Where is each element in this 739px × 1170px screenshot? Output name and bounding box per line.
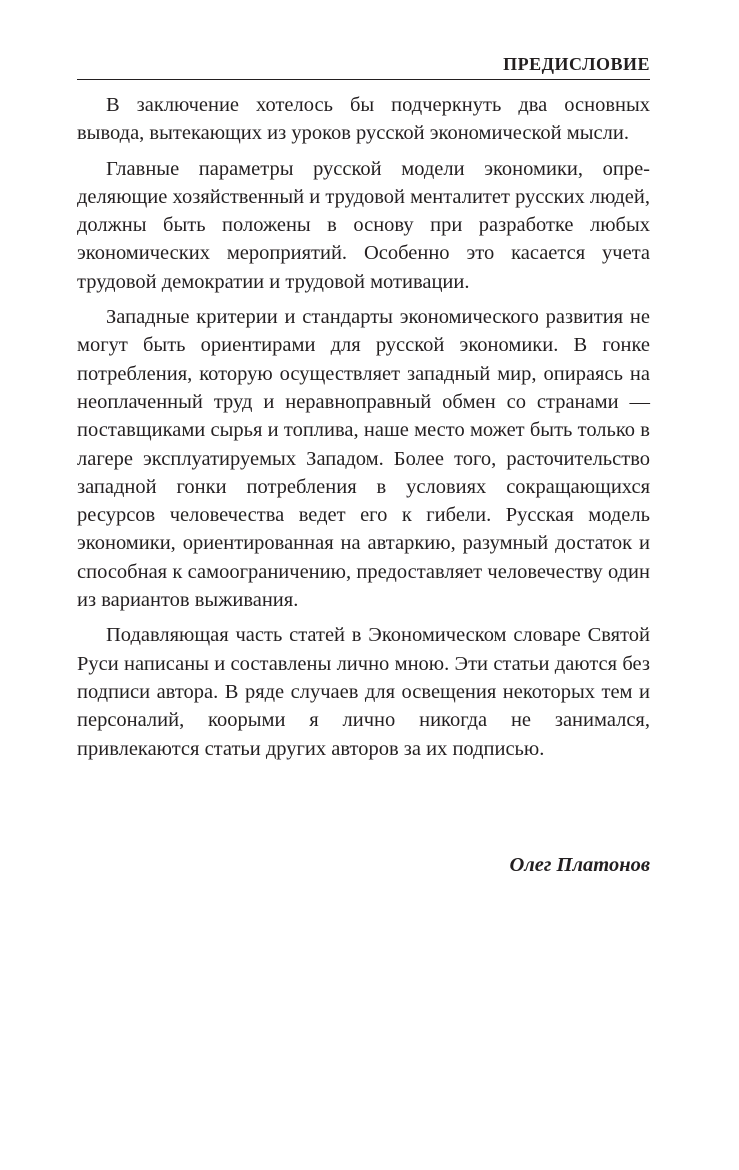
header-rule <box>77 79 650 80</box>
paragraph-western-criteria: Западные критерии и стандарты экономического развития не могут быть ориентирами для русской экономики. В гонке потребления, которую осуществляет западный мир, опираясь на неоплаченный труд и неравноправный обмен со странами — поставщиками сырья и топлива, наше место может быть только в лагере эксплуатируемых Западом. Более того, расточительство западной гонки потребления в условиях сокращающихся ресурсов человечества ведет его к гибели. Русская модель экономики, ориентированная на автаркию, разумный достаток и способная к самоограничению, предоставляет человечеству один из вариантов выживания. <box>77 306 650 612</box>
paragraph-authorship: Подавляющая часть статей в Экономическом словаре Святой Руси написаны и составлены лично мною. Эти статьи даются без подписи автора. В ряде случаев для освещения некоторых тем и персоналий, коорыми я лично никогда не занимался, привлекаются статьи других авторов за их подписью. <box>77 624 650 760</box>
running-head: ПРЕДИСЛОВИЕ <box>503 54 650 74</box>
body-text <box>77 91 650 770</box>
paragraph-parameters: Главные параметры русской модели экономики, определяющие хозяйственный и трудовой менталитет русских людей, должны быть положены в основу при разработке любых экономических мероприятий. Особенно это касается учета трудовой демократии и трудовой мотивации. <box>77 157 650 293</box>
author-signature: Олег Платонов <box>509 854 650 876</box>
paragraph-conclusion: В заключение хотелось бы подчеркнуть два основных вывода, вытекающих из уроков русской экономической мысли. <box>77 94 650 145</box>
